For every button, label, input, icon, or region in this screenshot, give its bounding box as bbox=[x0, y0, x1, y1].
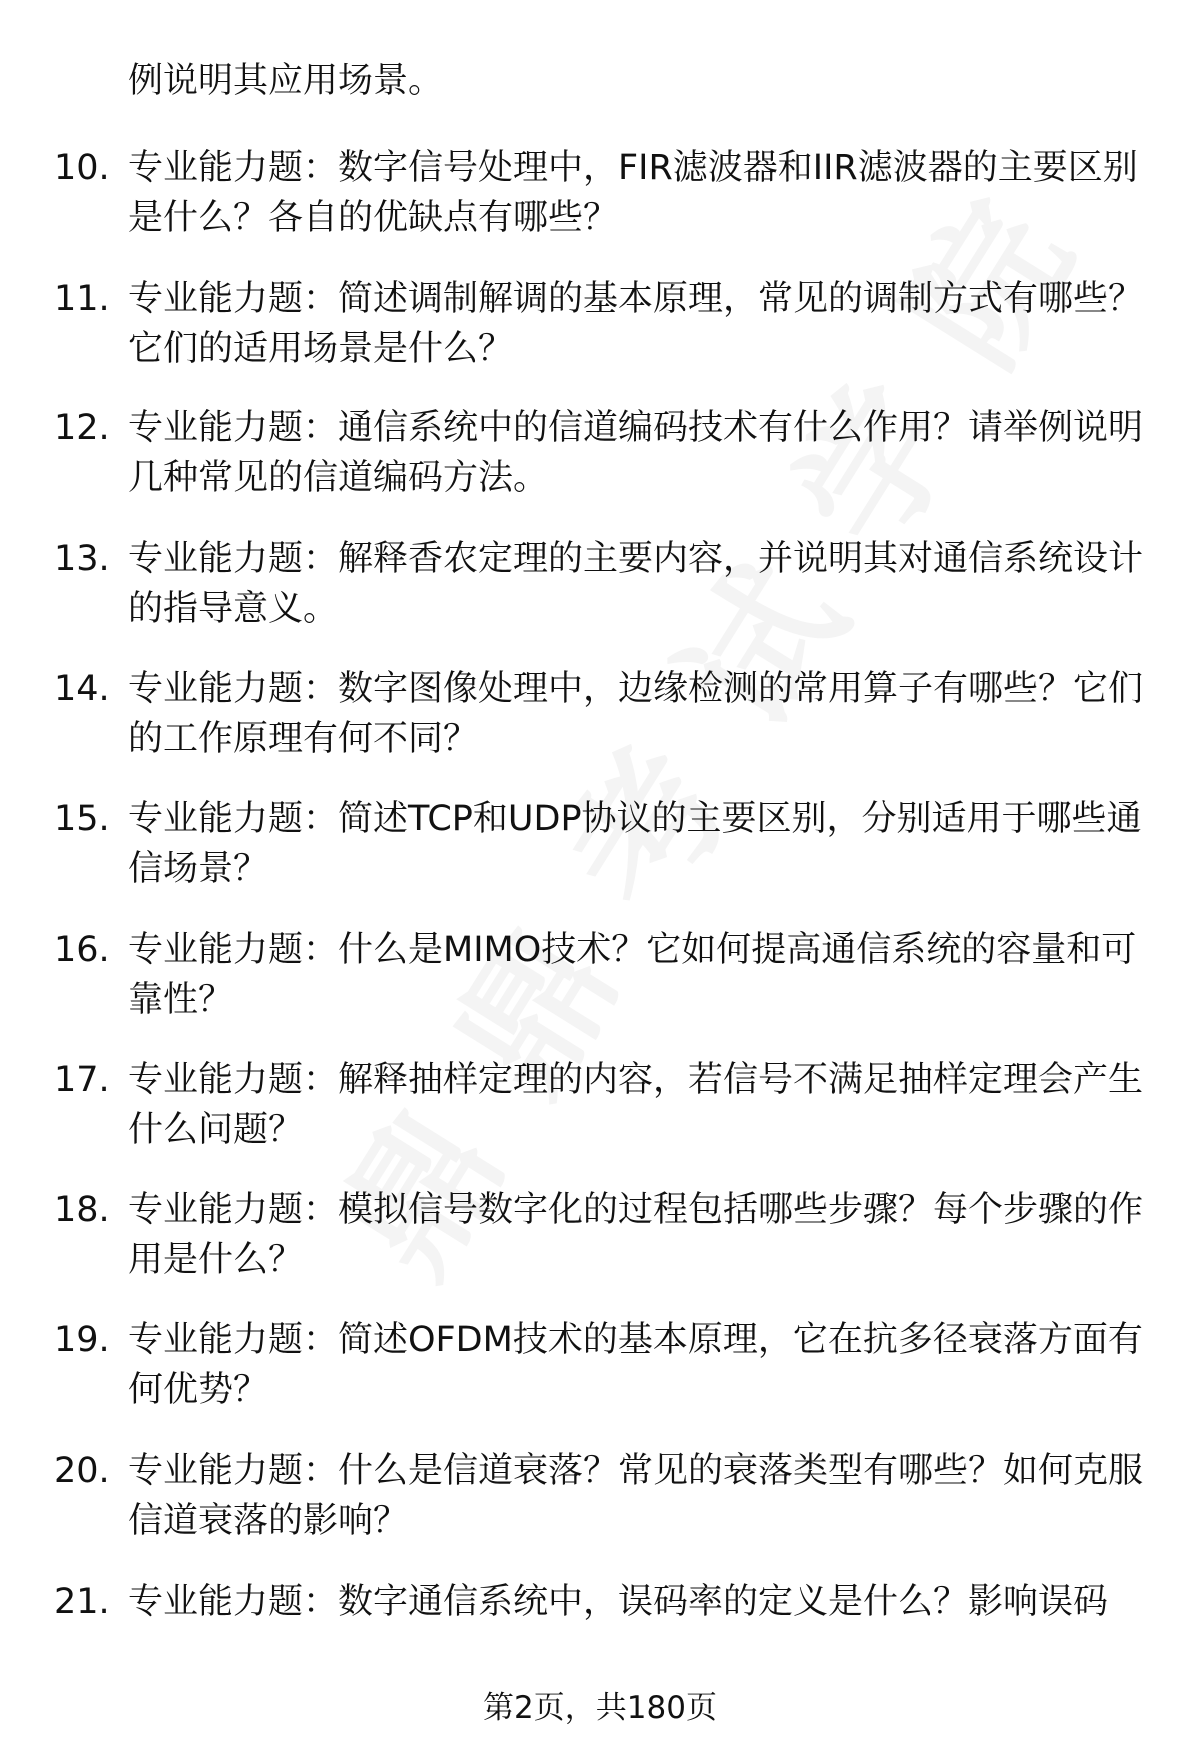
question-text: 专业能力题：简述OFDM技术的基本原理，它在抗多径衰落方面有何优势？ bbox=[128, 1320, 1143, 1410]
question-number: 21. bbox=[54, 1582, 110, 1622]
question-number: 20. bbox=[54, 1451, 110, 1491]
question-text: 专业能力题：简述TCP和UDP协议的主要区别，分别适用于哪些通信场景？ bbox=[128, 799, 1142, 889]
question-text: 专业能力题：解释抽样定理的内容，若信号不满足抽样定理会产生什么问题？ bbox=[128, 1060, 1144, 1150]
question-text: 专业能力题：数字图像处理中，边缘检测的常用算子有哪些？它们的工作原理有何不同？ bbox=[128, 669, 1144, 759]
question-number: 13. bbox=[54, 539, 110, 579]
question-number: 18. bbox=[54, 1190, 110, 1230]
question-number: 10. bbox=[54, 148, 110, 188]
question-text: 专业能力题：解释香农定理的主要内容，并说明其对通信系统设计的指导意义。 bbox=[128, 539, 1144, 629]
continuation-text: 例说明其应用场景。 bbox=[128, 61, 444, 101]
page-footer: 第2页，共180页 bbox=[483, 1690, 717, 1726]
question-number: 14. bbox=[54, 669, 110, 709]
question-text: 专业能力题：模拟信号数字化的过程包括哪些步骤？每个步骤的作用是什么？ bbox=[128, 1190, 1144, 1280]
question-number: 11. bbox=[54, 279, 110, 319]
question-text: 专业能力题：数字信号处理中，FIR滤波器和IIR滤波器的主要区别是什么？各自的优缺点有哪些？ bbox=[128, 148, 1138, 238]
question-text: 专业能力题：什么是MIMO技术？它如何提高通信系统的容量和可靠性？ bbox=[128, 930, 1137, 1020]
question-text: 专业能力题：数字通信系统中，误码率的定义是什么？影响误码 bbox=[128, 1582, 1109, 1622]
question-text: 专业能力题：简述调制解调的基本原理，常见的调制方式有哪些？它们的适用场景是什么？ bbox=[128, 279, 1144, 369]
question-number: 17. bbox=[54, 1060, 110, 1100]
question-number: 16. bbox=[54, 930, 110, 970]
question-number: 12. bbox=[54, 408, 110, 448]
question-text: 专业能力题：通信系统中的信道编码技术有什么作用？请举例说明几种常见的信道编码方法。 bbox=[128, 408, 1144, 498]
question-text: 专业能力题：什么是信道衰落？常见的衰落类型有哪些？如何克服信道衰落的影响？ bbox=[128, 1451, 1144, 1541]
question-number: 19. bbox=[54, 1320, 110, 1360]
question-number: 15. bbox=[54, 799, 110, 839]
